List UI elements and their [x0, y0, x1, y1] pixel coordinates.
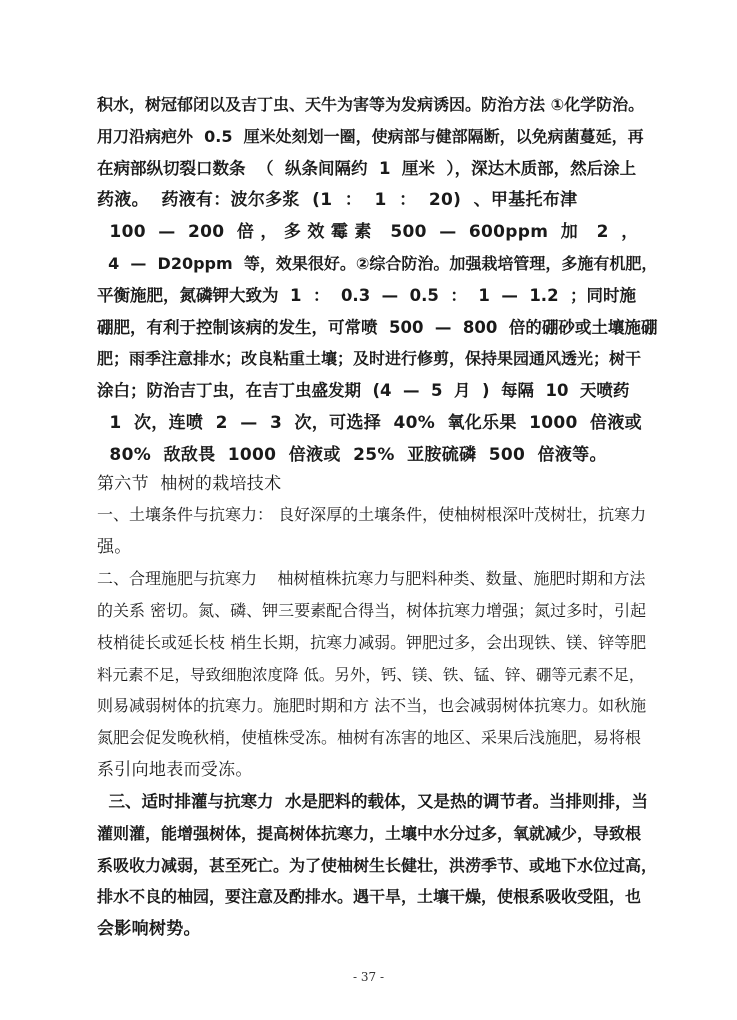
body-text-line: 平衡施肥，氮磷钾大致为 1 ： 0.3 — 0.5 ： 1 — 1.2 ；同时施 — [97, 286, 637, 305]
body-text-line: 系引向地表而受冻。 — [97, 760, 253, 780]
body-text-line: 料元素不足，导致细胞浓度降 低。另外，钙、镁、铁、锰、锌、硼等元素不足， — [97, 666, 645, 684]
body-text-line: 4 — D20ppm 等，效果很好。②综合防治。加强栽培管理，多施有机肥， — [97, 254, 658, 273]
body-text-line: 在病部纵切裂口数条 （ 纵条间隔约 1 厘米 ），深达木质部，然后涂上 — [97, 159, 637, 178]
body-text-line: 灌则灌，能增强树体，提高树体抗寒力，土壤中水分过多，氧就减少，导致根 — [97, 824, 642, 843]
body-text-line: 会影响树势。 — [97, 919, 201, 939]
body-text-line: 100 — 200 倍 ， 多 效 霉 素 500 — 600ppm 加 2 ， — [97, 222, 639, 242]
body-text-line: 排水不良的柚园，要注意及酌排水。遇干旱，土壤干燥，使根系吸收受阻，也 — [97, 887, 642, 906]
body-text-line: 的关系 密切。氮、磷、钾三要素配合得当，树体抗寒力增强；氮过多时，引起 — [97, 601, 647, 620]
body-text-line: 三、适时排灌与抗寒力 水是肥料的载体，又是热的调节者。当排则排，当 — [97, 792, 648, 811]
body-text-line: 涂白；防治吉丁虫，在吉丁虫盛发期 (4 — 5 月 ) 每隔 10 天喷药 — [97, 381, 630, 400]
body-text-line: 氮肥会促发晚秋梢，使植株受冻。柚树有冻害的地区、采果后浅施肥，易将根 — [97, 728, 642, 747]
body-text-line: 肥；雨季注意排水；改良粘重土壤；及时进行修剪，保持果园通风透光；树干 — [97, 349, 642, 368]
body-text-line: 一、土壤条件与抗寒力： 良好深厚的土壤条件，使柚树根深叶茂树壮，抗寒力 — [97, 505, 647, 524]
body-text-line: 强。 — [97, 537, 132, 557]
body-text-line: 积水，树冠郁闭以及吉丁虫、天牛为害等为发病诱因。防治方法 ①化学防治。 — [97, 95, 645, 114]
body-text-line: 枝梢徒长或延长枝 梢生长期，抗寒力减弱。钾肥过多，会出现铁、镁、锌等肥 — [97, 633, 647, 652]
section-heading: 第六节 柚树的栽培技术 — [97, 474, 282, 494]
body-text-line: 二、合理施肥与抗寒力 柚树植株抗寒力与肥料种类、数量、施肥时期和方法 — [97, 569, 646, 588]
body-text-line: 1 次，连喷 2 — 3 次，可选择 40% 氧化乐果 1000 倍液或 — [97, 413, 642, 433]
body-text-line: 用刀沿病疤外 0.5 厘米处刻划一圈，使病部与健部隔断，以免病菌蔓延，再 — [97, 127, 644, 146]
body-text-line: 则易减弱树体的抗寒力。施肥时期和方 法不当，也会减弱树体抗寒力。如秋施 — [97, 696, 647, 715]
body-text-line: 药液。 药液有：波尔多浆 (1 ： 1 ： 20) 、甲基托布津 — [97, 190, 578, 210]
page-number: - 37 - — [352, 970, 384, 984]
body-text-line: 系吸收力减弱，甚至死亡。为了使柚树生长健壮，洪涝季节、或地下水位过高， — [97, 856, 658, 875]
body-text-line: 硼肥，有利于控制该病的发生，可常喷 500 — 800 倍的硼砂或土壤施硼 — [97, 318, 658, 337]
body-text-line: 80% 敌敌畏 1000 倍液或 25% 亚胺硫磷 500 倍液等。 — [97, 445, 607, 465]
